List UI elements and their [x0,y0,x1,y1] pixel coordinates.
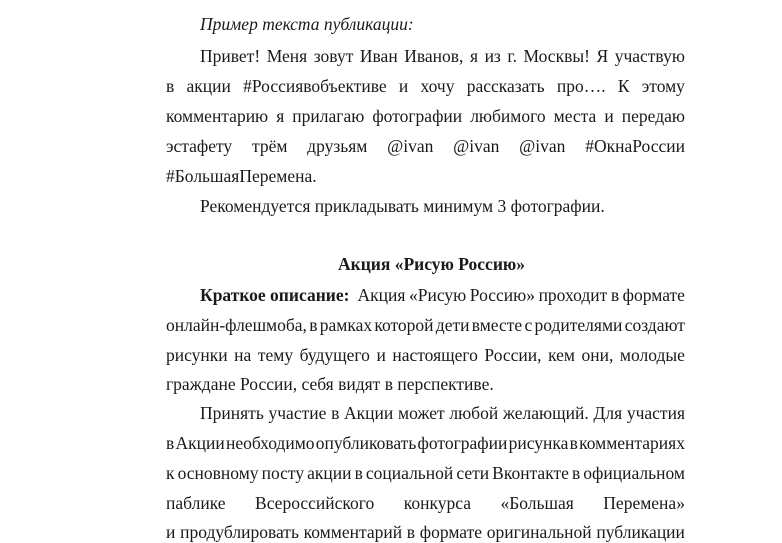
word: будущего [299,345,370,365]
word: участие [268,403,327,423]
word: Принять [200,403,264,423]
word: я [276,106,285,126]
example-line-1 [200,45,685,67]
participate-line-2 [166,432,685,454]
word: социальной [365,463,454,483]
word: настоящего [392,345,478,365]
word: рамках [319,315,373,335]
word: @ivan [387,136,434,156]
word: передаю [621,106,685,126]
word: необходимо [225,433,315,453]
word: дети [435,315,470,335]
word: в [406,522,416,542]
word: хочу [420,76,455,96]
word: оригинальной [486,522,592,542]
word: тему [257,345,294,365]
description-line-1 [200,284,685,306]
description-line-4: граждане России, себя видят в перспективе. [166,374,494,394]
word: они, [581,345,614,365]
word: и [604,106,614,126]
word: эстафету [166,136,233,156]
word: Для [593,403,623,423]
word: #ОкнаРоссии [585,136,685,156]
description-line-3 [166,344,685,366]
participate-line-4 [166,492,685,514]
word: Привет! [200,46,261,66]
word: этому [641,76,685,96]
word: к [166,463,175,483]
word: Я [596,46,609,66]
word: комментарий [303,522,403,542]
participate-line-3 [166,462,685,484]
word: комментариях [579,433,685,453]
word: формате [622,285,685,305]
word: в [569,433,578,453]
word: рассказать [466,76,545,96]
word: #Россиявобъективе [243,76,387,96]
word: онлайн-флешмоба, [166,315,307,335]
word: родителями [534,315,623,335]
word: комментарию [166,106,269,126]
description-label: Краткое описание: [200,285,350,305]
word: продублировать [180,522,299,542]
word: Перемена» [603,493,685,513]
word: участвую [614,46,685,66]
word: К [617,76,630,96]
word: Россию» [469,285,535,305]
word: акции [307,463,352,483]
word: друзьям [307,136,368,156]
word: Всероссийского [255,493,375,513]
word: официальном [583,463,685,483]
word: любимого [470,106,546,126]
word: рисунки [166,345,228,365]
word: России, [484,345,542,365]
word: любой [449,403,499,423]
word: я [469,46,479,66]
word: которой [374,315,434,335]
word: фотографии [417,433,508,453]
word: и [166,522,176,542]
word: публикации [596,522,685,542]
word: основному [177,463,259,483]
word: места [553,106,597,126]
word: «Рисую [408,285,467,305]
word: зовут [313,46,354,66]
word: Акция [357,285,406,305]
word: Акции [175,433,225,453]
word: @ivan [453,136,500,156]
participate-line-5 [166,521,685,543]
word: в [309,315,318,335]
word: посту [261,463,305,483]
word: про…. [556,76,606,96]
word: рисунка [508,433,569,453]
word: с [524,315,533,335]
word: сети [456,463,490,483]
word: участия [626,403,685,423]
word: опубликовать [315,433,417,453]
description-line-2 [166,314,685,336]
participate-line-1 [200,402,685,424]
word: акции [186,76,231,96]
word: конкурса [403,493,471,513]
example-line-5: #БольшаяПеремена. [166,166,317,186]
word: молодые [619,345,685,365]
word: Меня [266,46,308,66]
word: паблике [166,493,226,513]
word: фотографии [372,106,463,126]
word: Акции [344,403,394,423]
word: кем [548,345,575,365]
word: Иван [359,46,398,66]
word: прилагаю [292,106,365,126]
word: Иванов, [404,46,464,66]
word: трём [251,136,288,156]
example-line-3 [166,105,685,127]
description-first-rest [357,284,685,306]
word: «Большая [500,493,574,513]
word: из [484,46,501,66]
word: в [610,285,620,305]
word: в [331,403,340,423]
word: и [398,76,409,96]
word: в [166,433,175,453]
word: в [354,463,363,483]
word: на [234,345,252,365]
word: Вконтакте [492,463,569,483]
word: Москвы! [523,46,590,66]
word: формате [419,522,483,542]
example-line-2 [166,75,685,97]
word: может [398,403,445,423]
word: желающий. [502,403,589,423]
word: создают [624,315,685,335]
word: в [571,463,581,483]
word: в [166,76,175,96]
word: @ivan [519,136,566,156]
word: вместе [471,315,523,335]
action-title: Акция «Рисую Россию» [338,254,526,274]
example-heading: Пример текста публикации: [200,14,414,34]
word: г. [507,46,517,66]
word: и [376,345,386,365]
word: проходит [538,285,608,305]
example-line-4 [166,135,685,157]
recommendation-text: Рекомендуется прикладывать минимум 3 фотографии. [200,196,605,216]
